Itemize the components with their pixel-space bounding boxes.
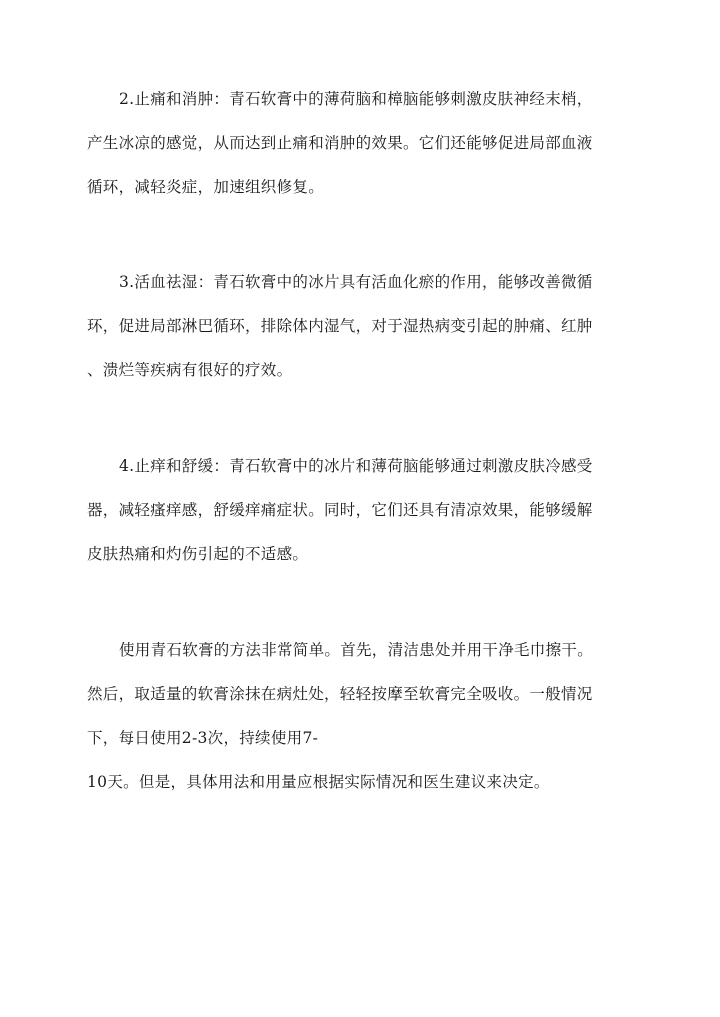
paragraph-4-line-4: 10天。但是，具体用法和用量应根据实际情况和医生建议来决定。 (87, 773, 550, 791)
paragraph-3-line-1: 4.止痒和舒缓：青石软膏中的冰片和薄荷脑能够通过刺激皮肤冷感受 (119, 457, 593, 475)
paragraph-3-line-3: 皮肤热痛和灼伤引起的不适感。 (87, 545, 309, 563)
paragraph-2-line-1: 3.活血祛湿：青石软膏中的冰片具有活血化瘀的作用，能够改善微循 (119, 273, 593, 291)
paragraph-4-line-3: 下，每日使用2-3次，持续使用7- (87, 729, 319, 747)
paragraph-2-line-2: 环，促进局部淋巴循环，排除体内湿气，对于湿热病变引起的肿痛、红肿 (87, 317, 593, 335)
paragraph-3-line-2: 器，减轻瘙痒感，舒缓痒痛症状。同时，它们还具有清凉效果，能够缓解 (87, 501, 593, 519)
paragraph-1-line-2: 产生冰凉的感觉，从而达到止痛和消肿的效果。它们还能够促进局部血液 (87, 134, 593, 152)
paragraph-4-line-1: 使用青石软膏的方法非常简单。首先，清洁患处并用干净毛巾擦干。 (119, 641, 594, 659)
paragraph-4-line-2: 然后，取适量的软膏涂抹在病灶处，轻轻按摩至软膏完全吸收。一般情况 (87, 685, 593, 703)
paragraph-1-line-1: 2.止痛和消肿：青石软膏中的薄荷脑和樟脑能够刺激皮肤神经末梢， (119, 90, 593, 108)
paragraph-2-line-3: 、溃烂等疾病有很好的疗效。 (87, 361, 293, 379)
paragraph-1-line-3: 循环，减轻炎症，加速组织修复。 (87, 178, 325, 196)
